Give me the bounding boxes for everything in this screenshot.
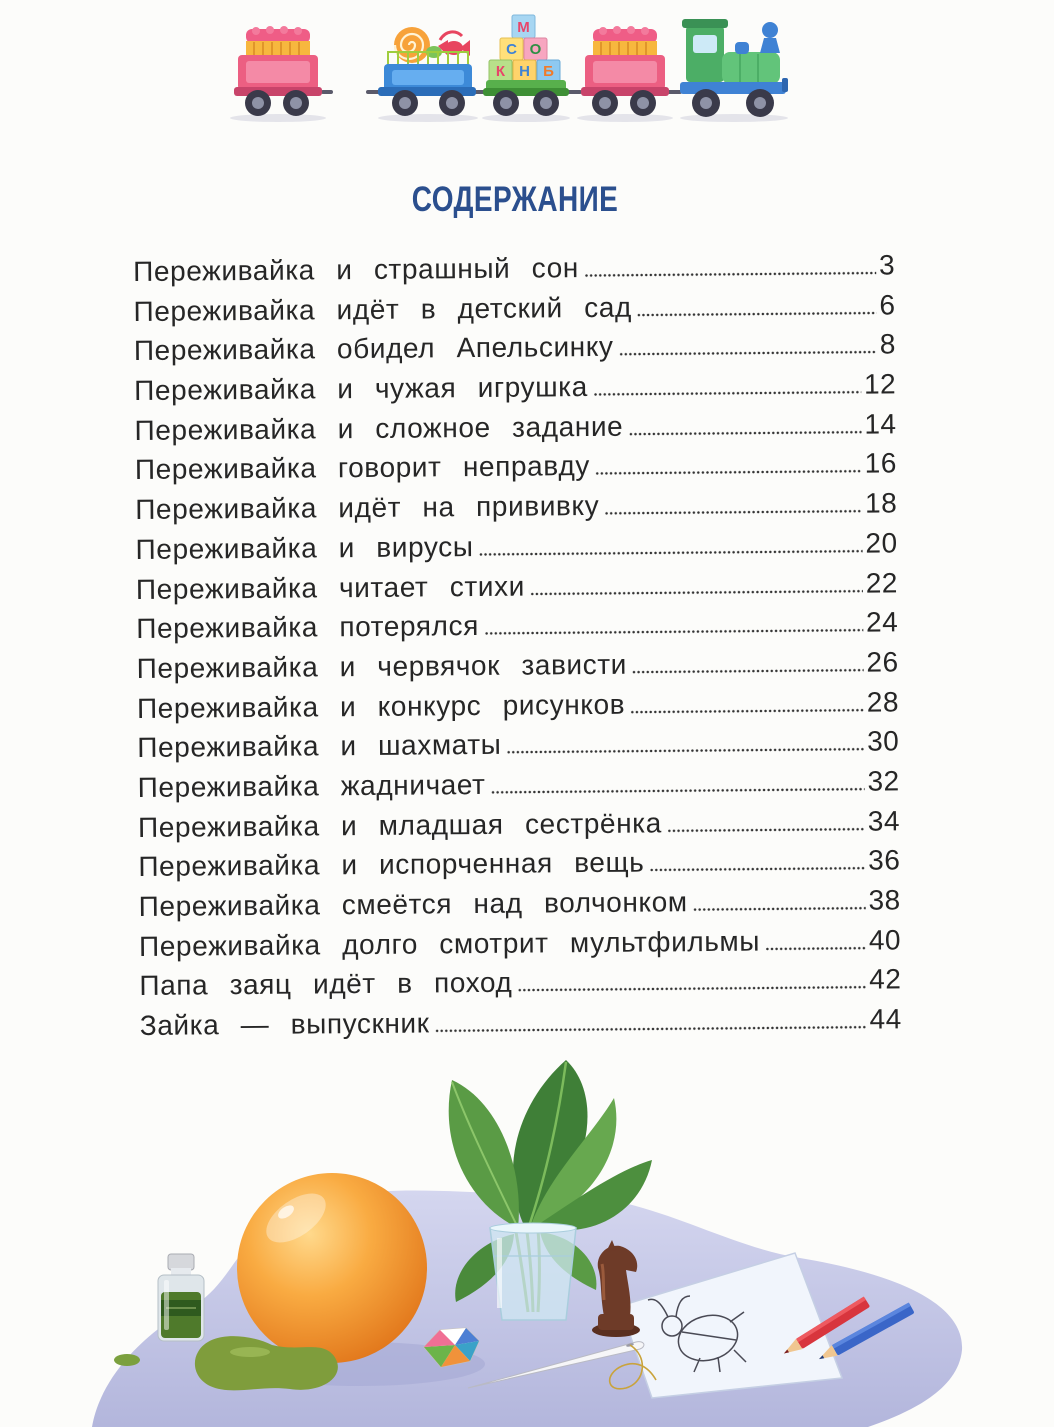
toc-entry: [133, 285, 895, 331]
toc-entry: [139, 960, 901, 1006]
still-life-illustration: [0, 1040, 1054, 1427]
toc-entry-page-number: 12: [863, 368, 897, 400]
dot-leader: [667, 827, 865, 832]
toc-entry-title: Переживайка читает стихи: [135, 570, 526, 605]
dot-leader: [649, 867, 865, 872]
toc-entry-title: Папа заяц идёт в поход: [139, 967, 513, 1002]
toc-entry: [134, 325, 896, 371]
toc-entry: [137, 682, 899, 728]
dot-leader: [632, 669, 864, 674]
letter-block: [489, 60, 512, 82]
toy-train-illustration: [0, 0, 1054, 135]
dot-leader: [628, 430, 861, 435]
train-wagon-candies: [378, 27, 478, 122]
dot-leader: [637, 311, 877, 316]
toc-entry: [137, 722, 899, 768]
block-letter: К: [495, 63, 506, 80]
toc-entry-page-number: 30: [867, 725, 900, 757]
toc-entry: [139, 880, 901, 926]
dot-leader: [630, 708, 864, 713]
toc-entry: [135, 444, 897, 490]
train-wagon-cake-left: [230, 26, 326, 122]
block-letter: С: [506, 41, 517, 58]
dot-leader: [765, 946, 866, 950]
dot-leader: [619, 351, 877, 356]
toc-entry: [140, 999, 902, 1045]
block-letter: О: [529, 41, 542, 58]
letter-block: [524, 38, 547, 60]
toc-entry-title: Переживайка и испорченная вещь: [138, 846, 645, 883]
toc-entry: [138, 761, 900, 807]
toc-entry: [139, 920, 901, 966]
letter-block: [537, 60, 560, 82]
toc-entry: [138, 841, 900, 887]
train-wagon-cake-right: [577, 26, 673, 122]
toc-entry-page-number: 18: [864, 487, 898, 519]
toc-entry: [136, 603, 898, 649]
green-bottle: [158, 1254, 204, 1341]
toc-entry-title: Переживайка потерялся: [136, 610, 480, 645]
toc-entry-title: Переживайка идёт на прививку: [135, 490, 600, 526]
toc-entry-page-number: 22: [865, 566, 899, 599]
toc-entry: [136, 642, 898, 688]
toc-entry-title: Переживайка и шахматы: [137, 729, 502, 764]
dot-leader: [604, 510, 862, 515]
toc-entry: [138, 801, 900, 847]
toc-entry-page-number: 44: [869, 1003, 902, 1035]
toc-entry-title: Переживайка жадничает: [137, 768, 486, 803]
dot-leader: [530, 589, 863, 595]
block-letter: Н: [519, 63, 530, 80]
green-drop: [114, 1354, 140, 1366]
toc-entry-page-number: 14: [864, 408, 897, 440]
train-wagon-letter-blocks: [482, 15, 570, 122]
dot-leader: [484, 629, 863, 635]
toc-entry: [135, 483, 897, 529]
toc-entry-title: Переживайка идёт в детский сад: [133, 291, 633, 327]
toc-entry-page-number: 40: [868, 924, 902, 956]
toc-entry-page-number: 26: [866, 646, 899, 678]
toc-entry-page-number: 16: [864, 447, 898, 480]
toc-entry: [135, 523, 897, 569]
toc-entry-title: Переживайка и червячок зависти: [136, 648, 628, 684]
toc-entry-title: Переживайка и вирусы: [135, 530, 474, 565]
toc-entry-page-number: 34: [867, 804, 901, 837]
toc-entry-title: Переживайка смеётся над волчонком: [138, 886, 688, 922]
toc-entry-title: Переживайка и страшный сон: [133, 252, 579, 287]
toc-entry-page-number: 3: [878, 249, 896, 281]
toc-entry-title: Переживайка и сложное задание: [134, 410, 624, 446]
dot-leader: [435, 1026, 867, 1033]
toc-entry-page-number: 6: [879, 289, 896, 321]
toc-entry-page-number: 38: [868, 884, 901, 916]
dot-leader: [479, 549, 863, 555]
toc-entry-title: Переживайка долго смотрит мультфильмы: [138, 925, 761, 962]
toc-entry-page-number: 36: [868, 844, 901, 876]
dot-leader: [593, 391, 861, 396]
toc-entry-page-number: 42: [869, 963, 902, 995]
toc-entry-title: Переживайка и чужая игрушка: [134, 371, 588, 407]
toc-entry-page-number: 32: [867, 765, 900, 797]
toc-entry: [134, 404, 896, 450]
toc-entry: [136, 563, 898, 609]
orange-ball: [237, 1173, 427, 1363]
toc-entry-page-number: 24: [865, 606, 899, 638]
toc-entry-page-number: 28: [866, 685, 900, 718]
train-locomotive: [680, 19, 788, 122]
toc-entry-title: Зайка — выпускник: [139, 1007, 430, 1042]
toc-entry: [133, 245, 895, 291]
toc-entry-page-number: 20: [865, 527, 898, 559]
toc-entry: [134, 364, 896, 410]
letter-block: [500, 38, 523, 60]
dot-leader: [491, 788, 865, 794]
toc-list: [133, 245, 902, 1045]
page-title: СОДЕРЖАНИЕ: [411, 180, 619, 219]
water-glass: [490, 1223, 576, 1320]
letter-block: [513, 60, 536, 82]
dot-leader: [595, 470, 862, 475]
toc-entry-page-number: 8: [879, 328, 896, 360]
block-letter: М: [517, 19, 530, 36]
toc-entry-title: Переживайка и младшая сестрёнка: [137, 807, 662, 843]
toc-entry-title: Переживайка обидел Апельсинку: [133, 331, 614, 367]
toc-entry-title: Переживайка говорит неправду: [134, 450, 591, 486]
block-letter: Б: [543, 63, 554, 80]
letter-block: [512, 15, 535, 38]
toc-entry-title: Переживайка и конкурс рисунков: [136, 688, 626, 724]
dot-leader: [693, 907, 866, 912]
dot-leader: [584, 272, 876, 278]
dot-leader: [506, 748, 864, 754]
dot-leader: [517, 986, 866, 992]
page-title-container: [0, 180, 1030, 227]
